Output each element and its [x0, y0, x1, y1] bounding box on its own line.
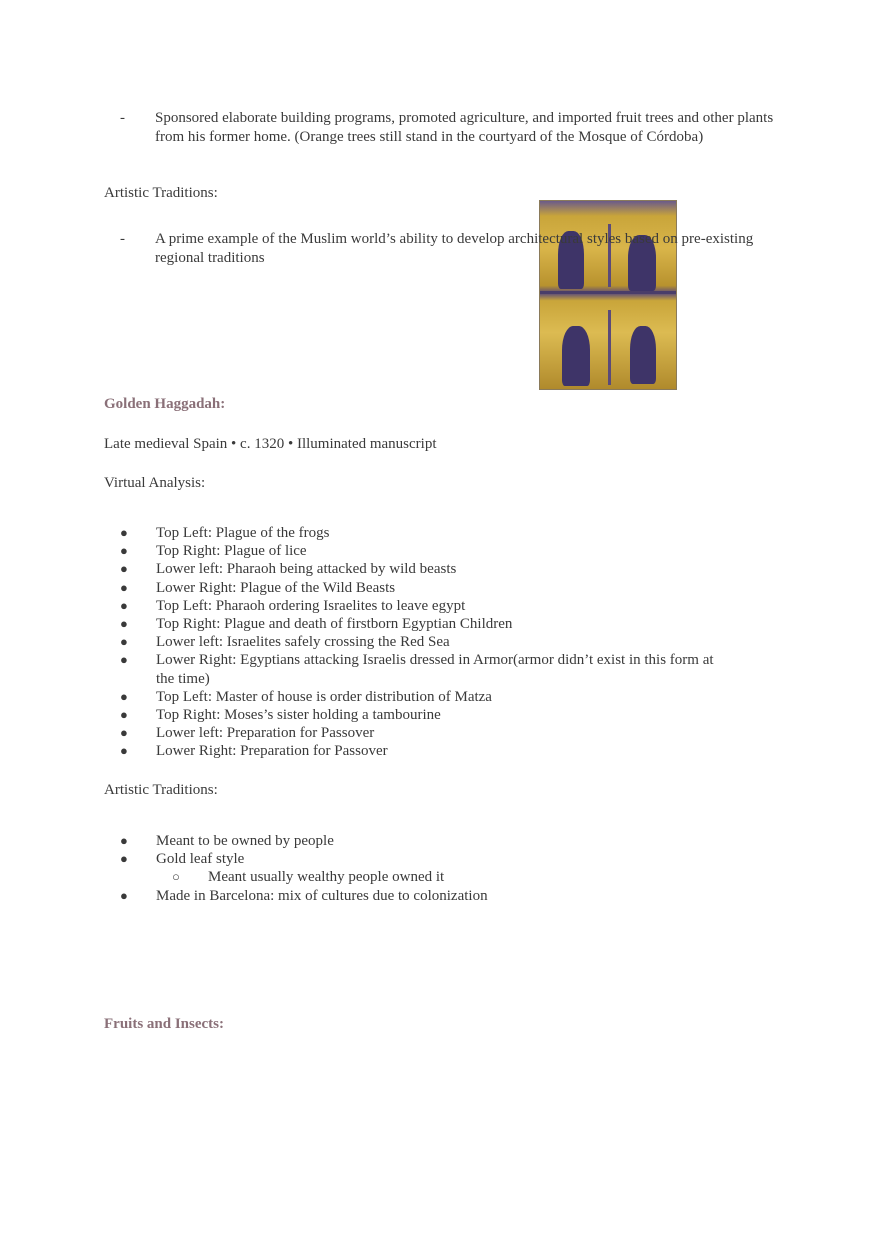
bullet-icon: ● — [120, 652, 128, 668]
item-text: Meant usually wealthy people owned it — [208, 869, 445, 886]
list-item — [104, 633, 784, 651]
list-item — [104, 688, 784, 706]
section-label: Artistic Traditions: — [104, 185, 218, 201]
bullet-icon: ● — [120, 725, 128, 741]
item-text: Top Left: Master of house is order distribution of Matza — [156, 688, 492, 705]
list-item — [104, 579, 784, 597]
dash-list-item — [104, 230, 784, 268]
item-text: Made in Barcelona: mix of cultures due to colonization — [156, 887, 488, 904]
item-text: Lower Right: Egyptians attacking Israelis dressed in Armor(armor didn’t exist in this form at the time) — [156, 652, 714, 687]
bullet-icon: ● — [120, 579, 128, 595]
bullet-icon: ● — [120, 634, 128, 650]
bullet-icon: ● — [120, 561, 128, 577]
bullet-icon: ● — [120, 851, 128, 867]
list-item — [104, 615, 784, 633]
bullet-icon: ● — [120, 743, 128, 759]
item-text: Meant to be owned by people — [156, 833, 334, 849]
item-text: Lower left: Preparation for Passover — [156, 725, 375, 742]
dash-list-item — [104, 109, 784, 147]
bullet-icon: ● — [120, 688, 128, 704]
item-text: Top Right: Moses’s sister holding a tambourine — [156, 707, 441, 724]
item-text: Top Right: Plague of lice — [156, 543, 307, 560]
dash-marker: - — [120, 110, 125, 126]
list-item — [104, 651, 784, 687]
list-item — [104, 832, 784, 850]
heading-fruits-and-insects: Fruits and Insects: — [104, 1016, 225, 1032]
sub-list-item — [104, 868, 784, 886]
bullet-icon: ● — [120, 833, 128, 848]
item-text: Lower Right: Preparation for Passover — [156, 743, 388, 760]
artwork-meta: Late medieval Spain • c. 1320 • Illuminated manuscript — [104, 436, 437, 452]
bullet-icon: ● — [120, 543, 128, 559]
item-text: Gold leaf style — [156, 851, 245, 868]
item-text: Lower Right: Plague of the Wild Beasts — [156, 579, 396, 596]
golden-haggadah-image — [539, 200, 677, 390]
item-text: Sponsored elaborate building programs, promoted agriculture, and imported fruit trees and other plants from his former home. (Orange trees still stand in the courtyard of the Mosque of Córdoba) — [155, 110, 774, 145]
list-item — [104, 524, 784, 542]
bullet-icon: ● — [120, 707, 128, 723]
section-label: Virtual Analysis: — [104, 475, 206, 491]
bullet-icon: ● — [120, 616, 128, 632]
item-text: Lower left: Israelites safely crossing the Red Sea — [156, 634, 450, 651]
section-label: Artistic Traditions: — [104, 782, 218, 798]
item-text: Top Right: Plague and death of firstborn Egyptian Children — [156, 616, 513, 633]
list-item — [104, 887, 784, 905]
list-item — [104, 724, 784, 742]
list-item — [104, 542, 784, 560]
list-item — [104, 560, 784, 578]
item-text: Top Left: Pharaoh ordering Israelites to leave egypt — [156, 597, 466, 614]
circle-bullet-icon: ○ — [172, 869, 180, 885]
item-text: Lower left: Pharaoh being attacked by wild beasts — [156, 561, 457, 578]
list-item — [104, 742, 784, 760]
item-text: Top Left: Plague of the frogs — [156, 525, 330, 541]
analysis-list — [104, 524, 784, 761]
list-item — [104, 706, 784, 724]
list-item — [104, 850, 784, 868]
heading-golden-haggadah: Golden Haggadah: — [104, 396, 226, 412]
list-item — [104, 597, 784, 615]
item-text: A prime example of the Muslim world’s ability to develop architectural styles based on pre-existing regional traditions — [155, 231, 754, 266]
bullet-icon: ● — [120, 887, 128, 903]
artistic-list — [104, 832, 784, 905]
dash-marker: - — [120, 231, 125, 247]
bullet-icon: ● — [120, 525, 128, 540]
bullet-icon: ● — [120, 597, 128, 613]
